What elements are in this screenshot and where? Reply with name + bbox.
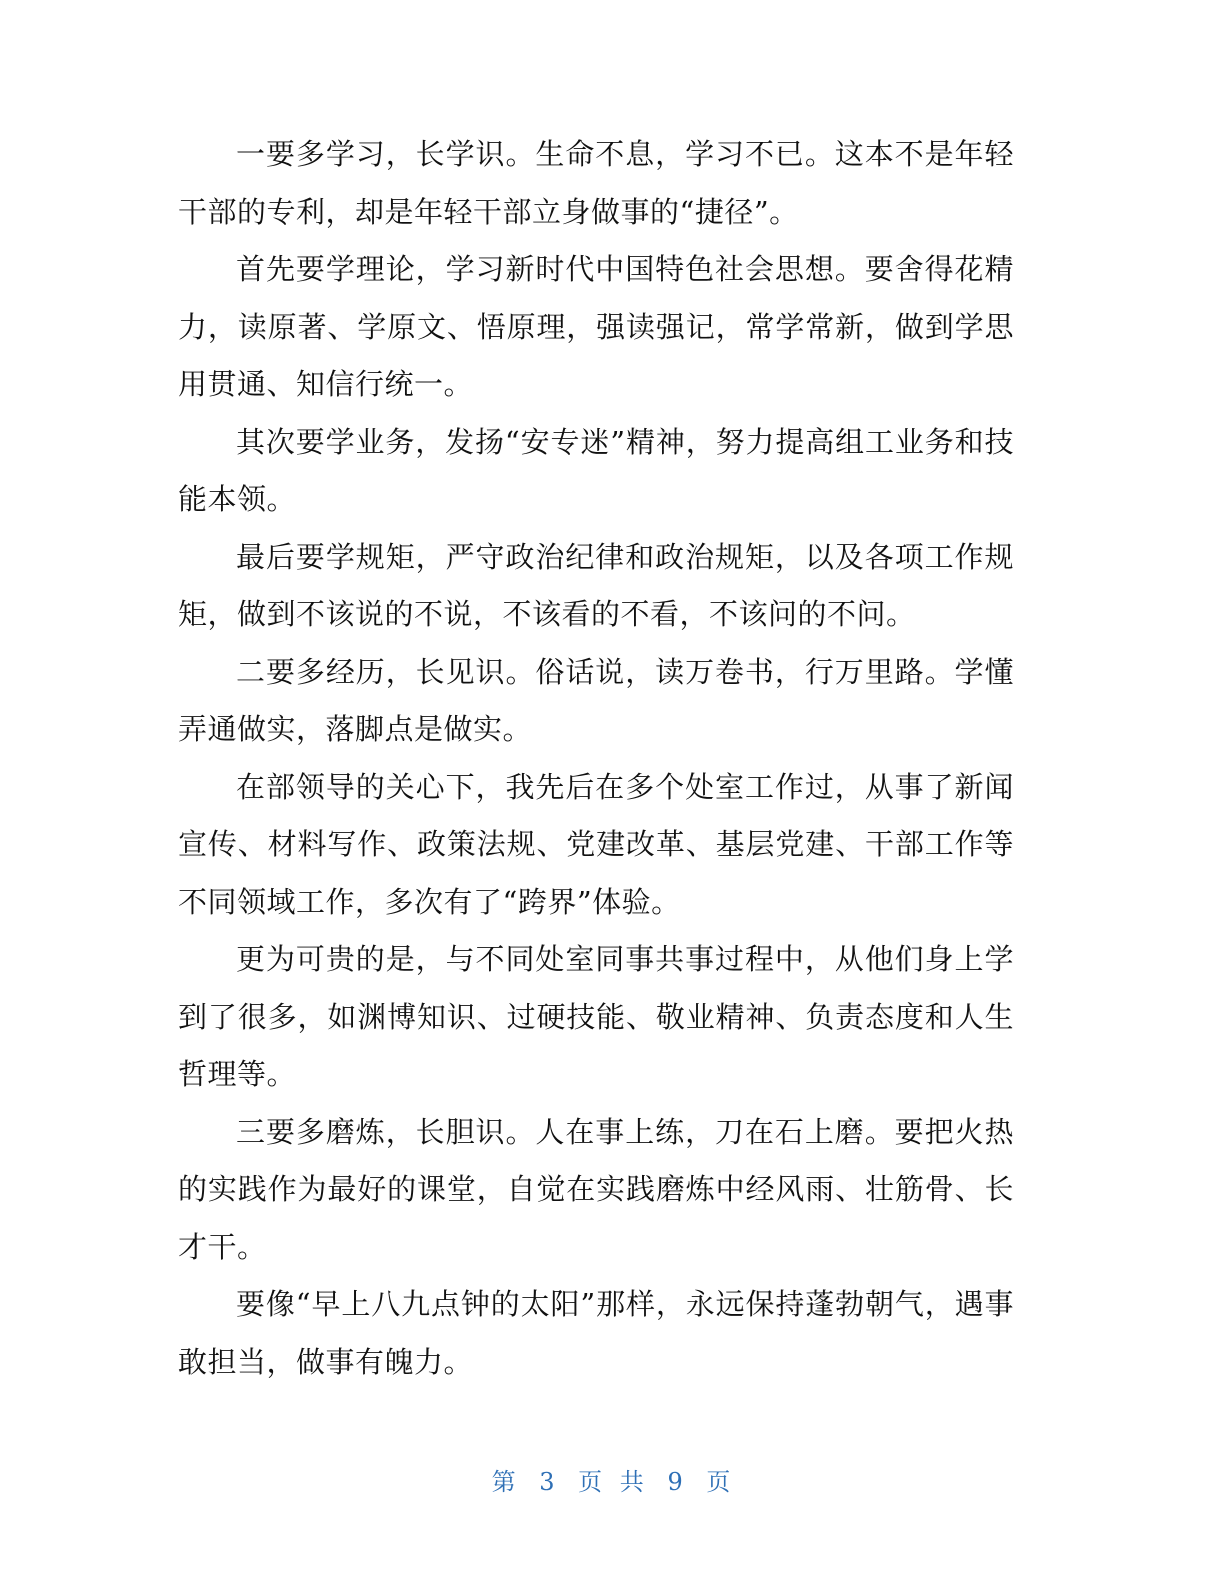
total-page-count: 9: [667, 1468, 685, 1496]
paragraph-6: 在部领导的关心下，我先后在多个处室工作过，从事了新闻宣传、材料写作、政策法规、党建改革、基层党建、干部工作等不同领域工作，多次有了“跨界”体验。: [178, 769, 1014, 919]
paragraph-5: 二要多经历，长见识。俗话说，读万卷书，行万里路。学懂弄通做实，落脚点是做实。: [178, 654, 1014, 746]
footer-prefix: 第: [491, 1468, 518, 1496]
footer-suffix: 页: [706, 1468, 733, 1496]
current-page-number: 3: [539, 1468, 557, 1496]
paragraph-7: 更为可贵的是，与不同处室同事共事过程中，从他们身上学到了很多，如渊博知识、过硬技能、敬业精神、负责态度和人生哲理等。: [178, 942, 1014, 1091]
page-number-footer: [0, 1462, 1224, 1497]
paragraph-8: 三要多磨炼，长胆识。人在事上练，刀在石上磨。要把火热的实践作为最好的课堂，自觉在实践磨炼中经风雨、壮筋骨、长才干。: [178, 1114, 1014, 1264]
document-body: [178, 126, 1014, 1391]
paragraph-9: 要像“早上八九点钟的太阳”那样，永远保持蓬勃朝气，遇事敢担当，做事有魄力。: [178, 1287, 1014, 1379]
paragraph-4: 最后要学规矩，严守政治纪律和政治规矩，以及各项工作规矩，做到不该说的不说，不该看的不看，不该问的不问。: [178, 539, 1014, 631]
footer-middle: 页 共: [578, 1468, 646, 1496]
paragraph-3: 其次要学业务，发扬“安专迷”精神，努力提高组工业务和技能本领。: [178, 424, 1014, 516]
paragraph-2: 首先要学理论，学习新时代中国特色社会思想。要舍得花精力，读原著、学原文、悟原理，强读强记，常学常新，做到学思用贯通、知信行统一。: [178, 252, 1014, 401]
paragraph-1: 一要多学习，长学识。生命不息，学习不已。这本不是年轻干部的专利，却是年轻干部立身做事的“捷径”。: [178, 137, 1014, 229]
